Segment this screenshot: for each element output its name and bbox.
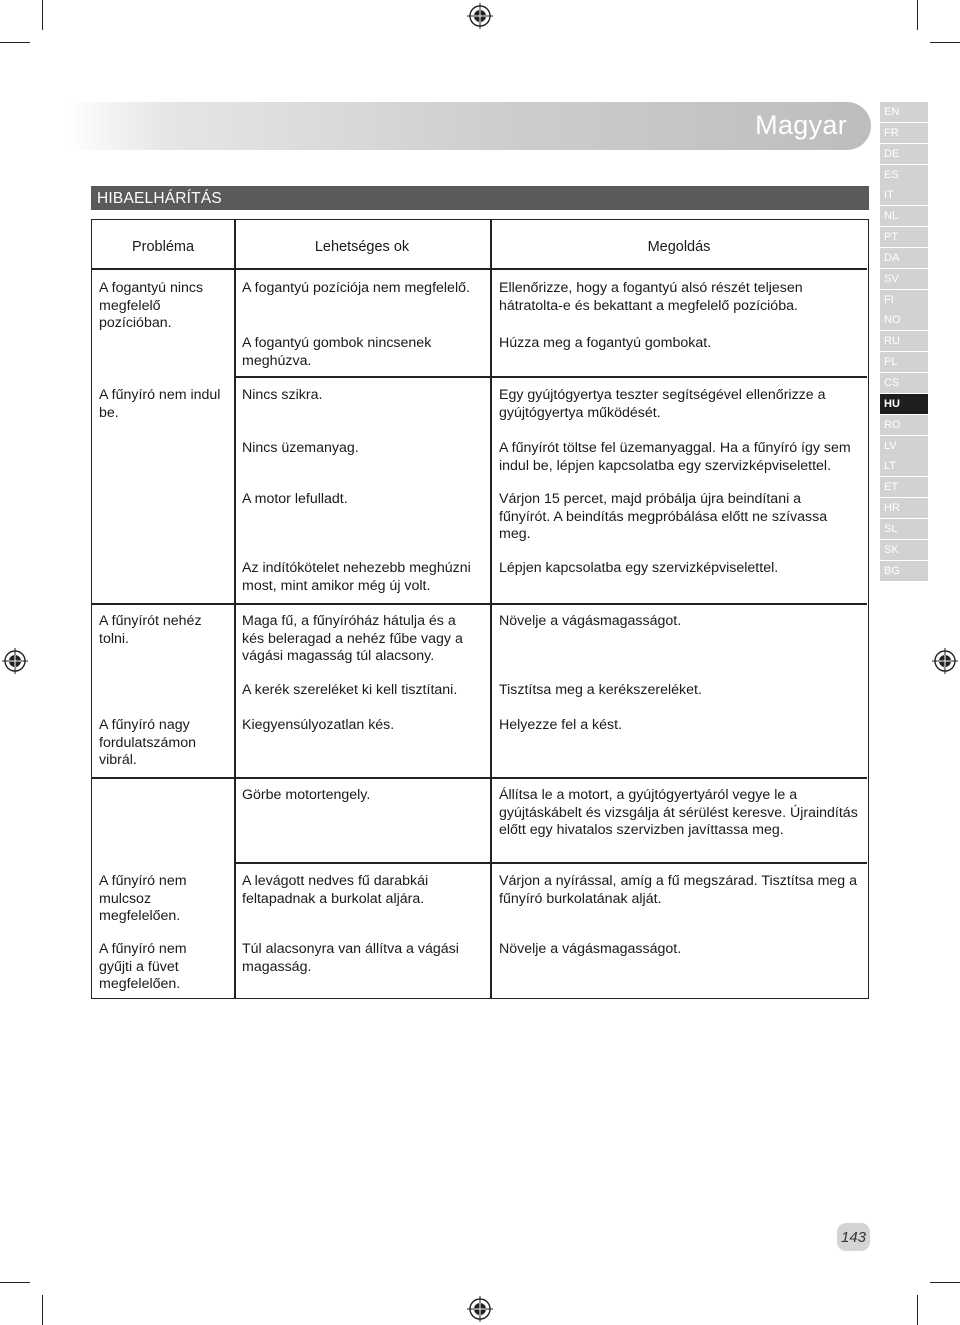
language-tab-ru[interactable]: RU bbox=[880, 331, 928, 351]
registration-mark-left bbox=[2, 648, 28, 674]
solution-cell: Egy gyújtógyertya teszter segítségével ellenőrizze a gyújtógyertya működését. bbox=[499, 387, 826, 421]
solution-cell: Lépjen kapcsolatba egy szervizképviselettel. bbox=[499, 560, 779, 576]
registration-mark-right bbox=[932, 648, 958, 674]
language-tab-sv[interactable]: SV bbox=[880, 269, 928, 289]
language-tab-sk[interactable]: SK bbox=[880, 540, 928, 560]
language-tab-sl[interactable]: SL bbox=[880, 519, 928, 539]
language-tab-de[interactable]: DE bbox=[880, 144, 928, 164]
problem-cell: A fűnyíró nem indul be. bbox=[99, 387, 221, 421]
language-tab-lt[interactable]: LT bbox=[880, 456, 928, 476]
cause-cell: Görbe motortengely. bbox=[242, 787, 371, 803]
problem-cell: A fűnyíró nagy fordulatszámon vibrál. bbox=[99, 717, 196, 768]
solution-cell: Várjon a nyírással, amíg a fű megszárad. Tisztítsa meg a fűnyíró burkolatának alját. bbox=[499, 873, 857, 907]
header-cause: Lehetséges ok bbox=[314, 239, 410, 255]
cause-cell: Az indítókötelet nehezebb meghúzni most, mint amikor még új volt. bbox=[242, 560, 471, 594]
language-tab-pt[interactable]: PT bbox=[880, 227, 928, 247]
problem-cell: A fogantyú nincs megfelelő pozícióban. bbox=[99, 280, 204, 331]
header-problem: Probléma bbox=[131, 239, 195, 255]
crop-mark bbox=[0, 1282, 30, 1283]
language-tab-lv[interactable]: LV bbox=[880, 436, 928, 456]
registration-mark-top bbox=[467, 3, 493, 29]
cause-cell: Kiegyensúlyozatlan kés. bbox=[242, 717, 395, 733]
cause-cell: Nincs szikra. bbox=[242, 387, 323, 403]
language-tab-da[interactable]: DA bbox=[880, 248, 928, 268]
troubleshooting-table bbox=[91, 219, 869, 999]
page-language-title: Magyar bbox=[755, 110, 847, 140]
problem-cell: A fűnyíró nem gyűjti a füvet megfelelően. bbox=[99, 941, 187, 992]
cause-cell: Maga fű, a fűnyíróház hátulja és a kés beleragad a nehéz fűbe vagy a vágási magasság túl alacsony. bbox=[242, 613, 463, 664]
language-tab-cs[interactable]: CS bbox=[880, 373, 928, 393]
language-tab-no[interactable]: NO bbox=[880, 310, 928, 330]
header-solution: Megoldás bbox=[647, 239, 711, 255]
solution-cell: Helyezze fel a kést. bbox=[499, 717, 623, 733]
solution-cell: A fűnyírót töltse fel üzemanyaggal. Ha a fűnyíró így sem indul be, lépjen kapcsolatba egy szervizképviselettel. bbox=[499, 440, 851, 474]
crop-mark bbox=[917, 1295, 918, 1325]
problem-cell: A fűnyírót nehéz tolni. bbox=[99, 613, 202, 647]
solution-cell: Tisztítsa meg a kerékszereléket. bbox=[499, 682, 702, 698]
cause-cell: A levágott nedves fű darabkái feltapadnak a burkolat aljára. bbox=[242, 873, 429, 907]
section-title: HIBAELHÁRÍTÁS bbox=[91, 186, 869, 210]
language-tab-et[interactable]: ET bbox=[880, 477, 928, 497]
language-tab-fr[interactable]: FR bbox=[880, 123, 928, 143]
cause-cell: Túl alacsonyra van állítva a vágási magasság. bbox=[242, 941, 459, 975]
crop-mark bbox=[930, 1282, 960, 1283]
cause-cell: Nincs üzemanyag. bbox=[242, 440, 359, 456]
crop-mark bbox=[930, 42, 960, 43]
solution-cell: Növelje a vágásmagasságot. bbox=[499, 613, 682, 629]
language-tab-it[interactable]: IT bbox=[880, 185, 928, 205]
cause-cell: A motor lefulladt. bbox=[242, 491, 348, 507]
solution-cell: Várjon 15 percet, majd próbálja újra beindítani a fűnyírót. A beindítás megpróbálása előtt ne szívassa meg. bbox=[499, 491, 828, 542]
language-tab-pl[interactable]: PL bbox=[880, 352, 928, 372]
header-bar bbox=[68, 102, 871, 150]
cause-cell: A fogantyú pozíciója nem megfelelő. bbox=[242, 280, 470, 296]
solution-cell: Állítsa le a motort, a gyújtógyertyáról vegye le a gyújtáskábelt és vizsgálja át sérülést keresve. Újraindítás előtt egy hivatalos szervizben javíttassa meg. bbox=[499, 787, 858, 838]
problem-cell: A fűnyíró nem mulcsoz megfelelően. bbox=[99, 873, 187, 924]
registration-mark-bottom bbox=[467, 1296, 493, 1322]
language-tab-nl[interactable]: NL bbox=[880, 206, 928, 226]
cause-cell: A fogantyú gombok nincsenek meghúzva. bbox=[242, 335, 432, 369]
crop-mark bbox=[0, 42, 30, 43]
cause-cell: A kerék szereléket ki kell tisztítani. bbox=[242, 682, 458, 698]
language-tab-en[interactable]: EN bbox=[880, 102, 928, 122]
page-number: 143 bbox=[840, 1228, 867, 1246]
language-tab-ro[interactable]: RO bbox=[880, 415, 928, 435]
crop-mark bbox=[42, 1295, 43, 1325]
crop-mark bbox=[917, 0, 918, 30]
solution-cell: Növelje a vágásmagasságot. bbox=[499, 941, 682, 957]
language-tab-bg[interactable]: BG bbox=[880, 561, 928, 581]
solution-cell: Húzza meg a fogantyú gombokat. bbox=[499, 335, 712, 351]
language-tab-fi[interactable]: FI bbox=[880, 290, 928, 310]
language-tab-hu[interactable]: HU bbox=[880, 394, 928, 414]
page-number-badge bbox=[837, 1223, 870, 1251]
crop-mark bbox=[42, 0, 43, 30]
language-tab-hr[interactable]: HR bbox=[880, 498, 928, 518]
solution-cell: Ellenőrizze, hogy a fogantyú alsó részét teljesen hátratolta-e és bekattant a megfelelő pozícióba. bbox=[499, 280, 803, 314]
language-tab-es[interactable]: ES bbox=[880, 165, 928, 185]
language-tabs bbox=[880, 102, 928, 581]
